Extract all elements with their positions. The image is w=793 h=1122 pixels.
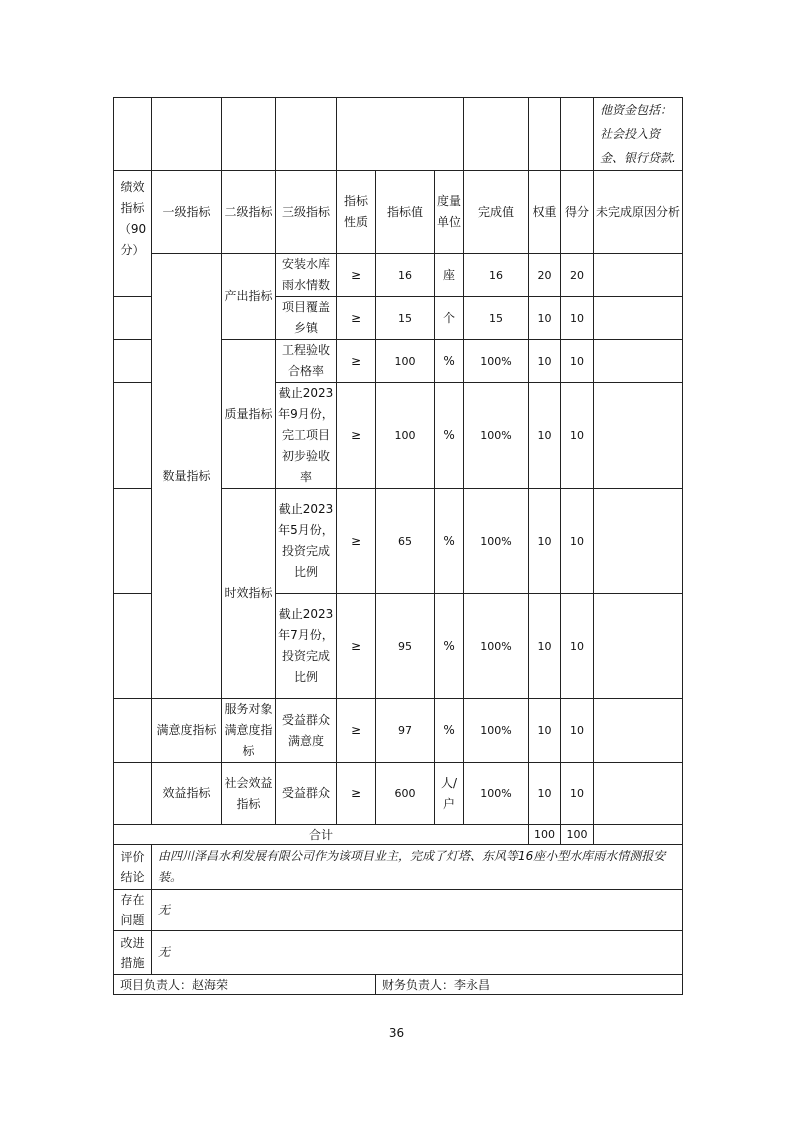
- finance-lead: 财务负责人：李永昌: [376, 975, 683, 995]
- nature-cell: ≥: [337, 340, 376, 383]
- unit-cell: %: [435, 383, 464, 489]
- reason-header: 未完成原因分析: [594, 171, 683, 254]
- score-cell: 10: [561, 594, 594, 699]
- project-lead: 项目负责人：赵海荣: [114, 975, 376, 995]
- unit-cell: 座: [435, 254, 464, 297]
- unit-cell: %: [435, 594, 464, 699]
- weight-header: 权重: [529, 171, 561, 254]
- conclusion-text: 由四川泽昌水利发展有限公司作为该项目业主，完成了灯塔、东风等16座小型水库雨水情测报安装。: [152, 845, 683, 890]
- nature-cell: ≥: [337, 254, 376, 297]
- performance-table: [113, 97, 683, 995]
- target-cell: 97: [376, 699, 435, 763]
- funding-note: 他资金包括：社会投入资金、银行贷款.: [594, 98, 683, 171]
- improvements-row: [114, 931, 683, 975]
- target-cell: 100: [376, 383, 435, 489]
- unit-cell: %: [435, 340, 464, 383]
- target-cell: 100: [376, 340, 435, 383]
- target-cell: 600: [376, 763, 435, 825]
- level2-header: 二级指标: [222, 171, 276, 254]
- table-row: [114, 98, 683, 171]
- total-row: [114, 825, 683, 845]
- score-cell: 10: [561, 340, 594, 383]
- group-timeliness: 时效指标: [222, 489, 276, 699]
- level3-cell: 安装水库雨水情数: [276, 254, 337, 297]
- total-weight: 100: [529, 825, 561, 845]
- weight-cell: 10: [529, 489, 561, 594]
- target-cell: 95: [376, 594, 435, 699]
- problems-text: 无: [152, 890, 683, 931]
- group-service: 服务对象满意度指标: [222, 699, 276, 763]
- group-quantity: 数量指标: [152, 254, 222, 699]
- target-header: 指标值: [376, 171, 435, 254]
- footer-row: [114, 975, 683, 995]
- weight-cell: 10: [529, 340, 561, 383]
- target-cell: 16: [376, 254, 435, 297]
- score-cell: 20: [561, 254, 594, 297]
- improvements-text: 无: [152, 931, 683, 975]
- table-row: [114, 763, 683, 825]
- table-row: [114, 699, 683, 763]
- target-cell: 65: [376, 489, 435, 594]
- group-satisfaction: 满意度指标: [152, 699, 222, 763]
- nature-cell: ≥: [337, 383, 376, 489]
- nature-cell: ≥: [337, 763, 376, 825]
- weight-cell: 10: [529, 594, 561, 699]
- score-cell: 10: [561, 297, 594, 340]
- unit-cell: %: [435, 489, 464, 594]
- level3-cell: 受益群众: [276, 763, 337, 825]
- weight-cell: 20: [529, 254, 561, 297]
- total-score: 100: [561, 825, 594, 845]
- table-row: [114, 254, 683, 297]
- level3-cell: 受益群众满意度: [276, 699, 337, 763]
- level3-header: 三级指标: [276, 171, 337, 254]
- perf-header: 绩效指标（90分）: [114, 171, 152, 297]
- weight-cell: 10: [529, 383, 561, 489]
- weight-cell: 10: [529, 699, 561, 763]
- nature-cell: ≥: [337, 489, 376, 594]
- actual-cell: 15: [464, 297, 529, 340]
- score-header: 得分: [561, 171, 594, 254]
- actual-header: 完成值: [464, 171, 529, 254]
- actual-cell: 100%: [464, 763, 529, 825]
- nature-cell: ≥: [337, 699, 376, 763]
- header-row: [114, 171, 683, 254]
- unit-header: 度量单位: [435, 171, 464, 254]
- problems-row: [114, 890, 683, 931]
- unit-cell: 个: [435, 297, 464, 340]
- level3-cell: 截止2023年5月份，投资完成比例: [276, 489, 337, 594]
- conclusion-row: [114, 845, 683, 890]
- actual-cell: 100%: [464, 489, 529, 594]
- unit-cell: 人/户: [435, 763, 464, 825]
- nature-header: 指标性质: [337, 171, 376, 254]
- problems-label: 存在问题: [114, 890, 152, 931]
- weight-cell: 10: [529, 763, 561, 825]
- nature-cell: ≥: [337, 297, 376, 340]
- unit-cell: %: [435, 699, 464, 763]
- improvements-label: 改进措施: [114, 931, 152, 975]
- group-benefit: 效益指标: [152, 763, 222, 825]
- weight-cell: 10: [529, 297, 561, 340]
- group-social: 社会效益指标: [222, 763, 276, 825]
- conclusion-label: 评价结论: [114, 845, 152, 890]
- score-cell: 10: [561, 763, 594, 825]
- score-cell: 10: [561, 489, 594, 594]
- total-label: 合计: [114, 825, 529, 845]
- score-cell: 10: [561, 383, 594, 489]
- nature-cell: ≥: [337, 594, 376, 699]
- actual-cell: 16: [464, 254, 529, 297]
- level1-header: 一级指标: [152, 171, 222, 254]
- level3-cell: 截止2023年9月份，完工项目初步验收率: [276, 383, 337, 489]
- actual-cell: 100%: [464, 594, 529, 699]
- actual-cell: 100%: [464, 383, 529, 489]
- actual-cell: 100%: [464, 699, 529, 763]
- group-quality: 质量指标: [222, 340, 276, 489]
- level3-cell: 工程验收合格率: [276, 340, 337, 383]
- actual-cell: 100%: [464, 340, 529, 383]
- group-output: 产出指标: [222, 254, 276, 340]
- level3-cell: 项目覆盖乡镇: [276, 297, 337, 340]
- target-cell: 15: [376, 297, 435, 340]
- level3-cell: 截止2023年7月份，投资完成比例: [276, 594, 337, 699]
- score-cell: 10: [561, 699, 594, 763]
- page-number: 36: [388, 1026, 405, 1040]
